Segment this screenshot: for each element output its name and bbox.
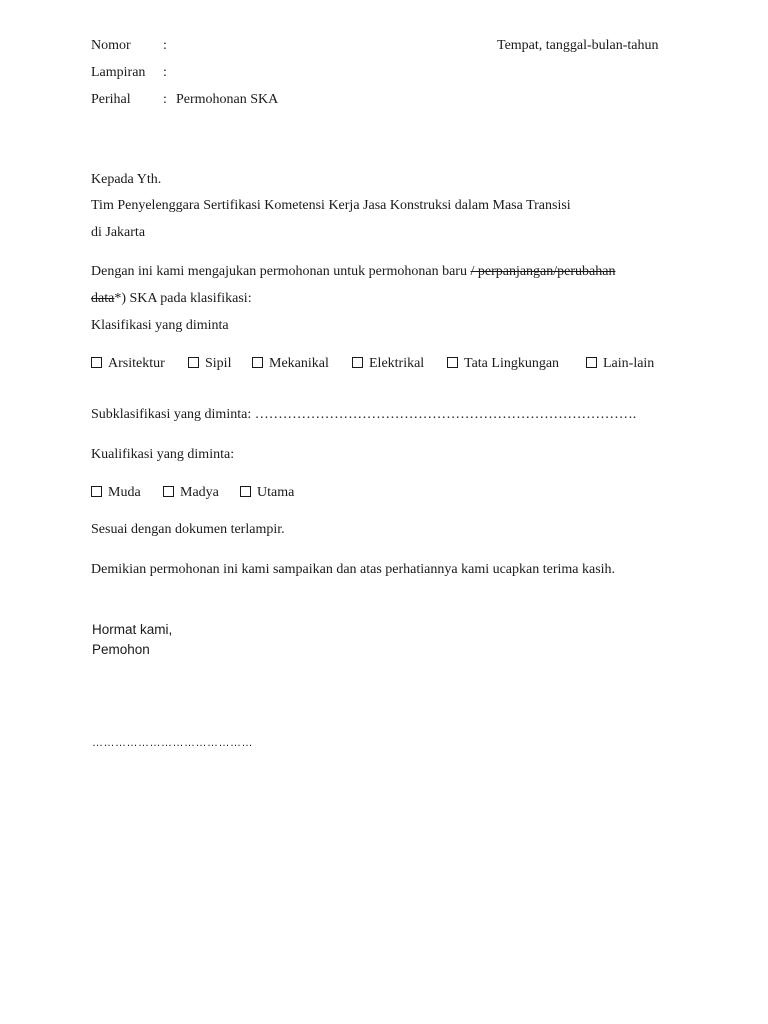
option-sipil[interactable]: Sipil — [188, 357, 231, 371]
lampiran-colon: : — [163, 65, 167, 80]
intro-line-2 — [91, 292, 252, 306]
lampiran-label: Lampiran — [91, 65, 146, 80]
subklasifikasi-line — [91, 408, 636, 422]
klasifikasi-label: Klasifikasi yang diminta — [91, 318, 229, 333]
perihal-colon: : — [163, 92, 167, 107]
checkbox-sipil[interactable] — [188, 357, 199, 368]
subklasifikasi-fill[interactable]: ………………………………………………………………………. — [254, 407, 637, 422]
checkbox-tata-lingkungan[interactable] — [447, 357, 458, 368]
perihal-label: Perihal — [91, 92, 131, 107]
subklasifikasi-label: Subklasifikasi yang diminta: — [91, 407, 255, 422]
checkbox-muda[interactable] — [91, 486, 102, 497]
option-arsitektur[interactable]: Arsitektur — [91, 357, 165, 371]
intro-line-2-text: *) SKA pada klasifikasi: — [114, 291, 252, 306]
recipient-name: Tim Penyelenggara Sertifikasi Kometensi Kerja Jasa Konstruksi dalam Masa Transisi — [91, 198, 571, 213]
checkbox-mekanikal[interactable] — [252, 357, 263, 368]
signature-role: Pemohon — [92, 642, 150, 657]
nomor-label: Nomor — [91, 38, 131, 53]
nomor-colon: : — [163, 38, 167, 53]
kualifikasi-label: Kualifikasi yang diminta: — [91, 447, 235, 462]
option-lain-lain[interactable]: Lain-lain — [586, 357, 654, 371]
option-madya[interactable]: Madya — [163, 486, 219, 500]
checkbox-lain-lain[interactable] — [586, 357, 597, 368]
option-elektrikal[interactable]: Elektrikal — [352, 357, 424, 371]
recipient-greeting: Kepada Yth. — [91, 172, 162, 187]
signature-line[interactable]: …………………………………… — [92, 737, 253, 749]
place-date: Tempat, tanggal-bulan-tahun — [497, 38, 659, 53]
closing-sentence: Demikian permohonan ini kami sampaikan dan atas perhatiannya kami ucapkan terima kasih. — [91, 562, 616, 577]
intro-text: Dengan ini kami mengajukan permohonan untuk permohonan baru — [91, 264, 471, 279]
attached-note: Sesuai dengan dokumen terlampir. — [91, 522, 285, 537]
intro-line-1 — [91, 265, 615, 279]
option-utama[interactable]: Utama — [240, 486, 294, 500]
checkbox-utama[interactable] — [240, 486, 251, 497]
option-muda[interactable]: Muda — [91, 486, 141, 500]
intro-strike-data: data — [91, 291, 115, 306]
intro-strike-text: / perpanjangan/perubahan — [470, 264, 616, 279]
option-tata-lingkungan[interactable]: Tata Lingkungan — [447, 357, 559, 371]
checkbox-madya[interactable] — [163, 486, 174, 497]
recipient-location: di Jakarta — [91, 225, 146, 240]
perihal-value: Permohonan SKA — [176, 92, 279, 107]
option-mekanikal[interactable]: Mekanikal — [252, 357, 329, 371]
checkbox-elektrikal[interactable] — [352, 357, 363, 368]
checkbox-arsitektur[interactable] — [91, 357, 102, 368]
signature-regards: Hormat kami, — [92, 622, 173, 637]
